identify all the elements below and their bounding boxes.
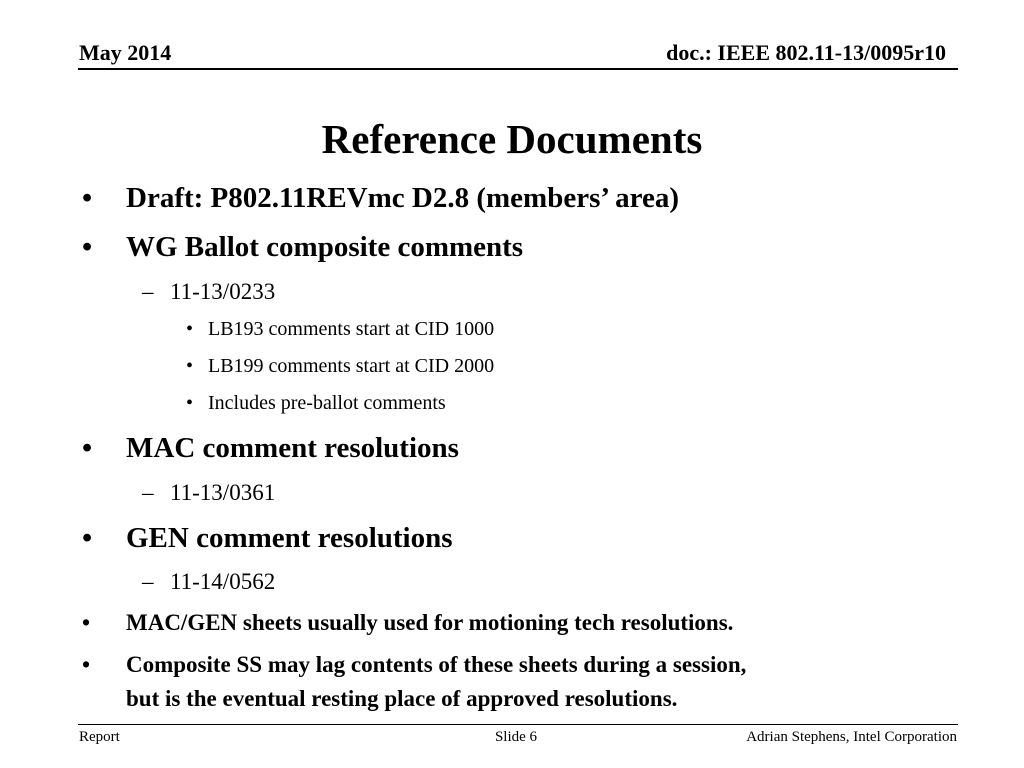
bullet-marker: • [82,231,93,263]
bullet-marker: • [82,610,91,635]
sub-sub-item-text: LB199 comments start at CID 2000 [208,355,495,377]
footer-slide-number: Slide 6 [494,729,538,745]
footer-left: Report [79,729,120,745]
footer-rule [78,724,958,725]
bullet-marker: • [186,392,194,414]
bullet-marker: • [82,522,93,554]
bullet-marker: • [186,318,194,340]
bullet-text: MAC comment resolutions [126,432,459,464]
dash-marker: – [142,480,154,505]
header-rule [78,68,958,70]
bullet-text: WG Ballot composite comments [126,231,524,263]
bullet-marker: • [82,432,93,464]
sub-item-text: 11-14/0562 [170,569,276,594]
header-doc-id: doc.: IEEE 802.11-13/0095r10 [666,40,946,65]
bullet-text: MAC/GEN sheets usually used for motioning tech resolutions. [126,610,734,635]
bullet-text: Draft: P802.11REVmc D2.8 (members’ area) [126,182,679,214]
bullet-marker: • [82,182,93,214]
sub-item-text: 11-13/0233 [170,279,276,304]
bullet-marker: • [82,652,91,677]
footer-author: Adrian Stephens, Intel Corporation [746,729,957,745]
slide-title: Reference Documents [321,116,703,162]
bullet-text-line1: Composite SS may lag contents of these sheets during a session, [126,652,747,677]
sub-sub-item-text: LB193 comments start at CID 1000 [208,318,495,340]
bullet-marker: • [186,355,194,377]
dash-marker: – [142,279,154,304]
bullet-text: GEN comment resolutions [126,522,453,554]
sub-sub-item-text: Includes pre-ballot comments [208,392,446,414]
dash-marker: – [142,569,154,594]
bullet-text-line2: but is the eventual resting place of approved resolutions. [126,686,678,711]
header-date: May 2014 [79,40,172,65]
sub-item-text: 11-13/0361 [170,480,276,505]
